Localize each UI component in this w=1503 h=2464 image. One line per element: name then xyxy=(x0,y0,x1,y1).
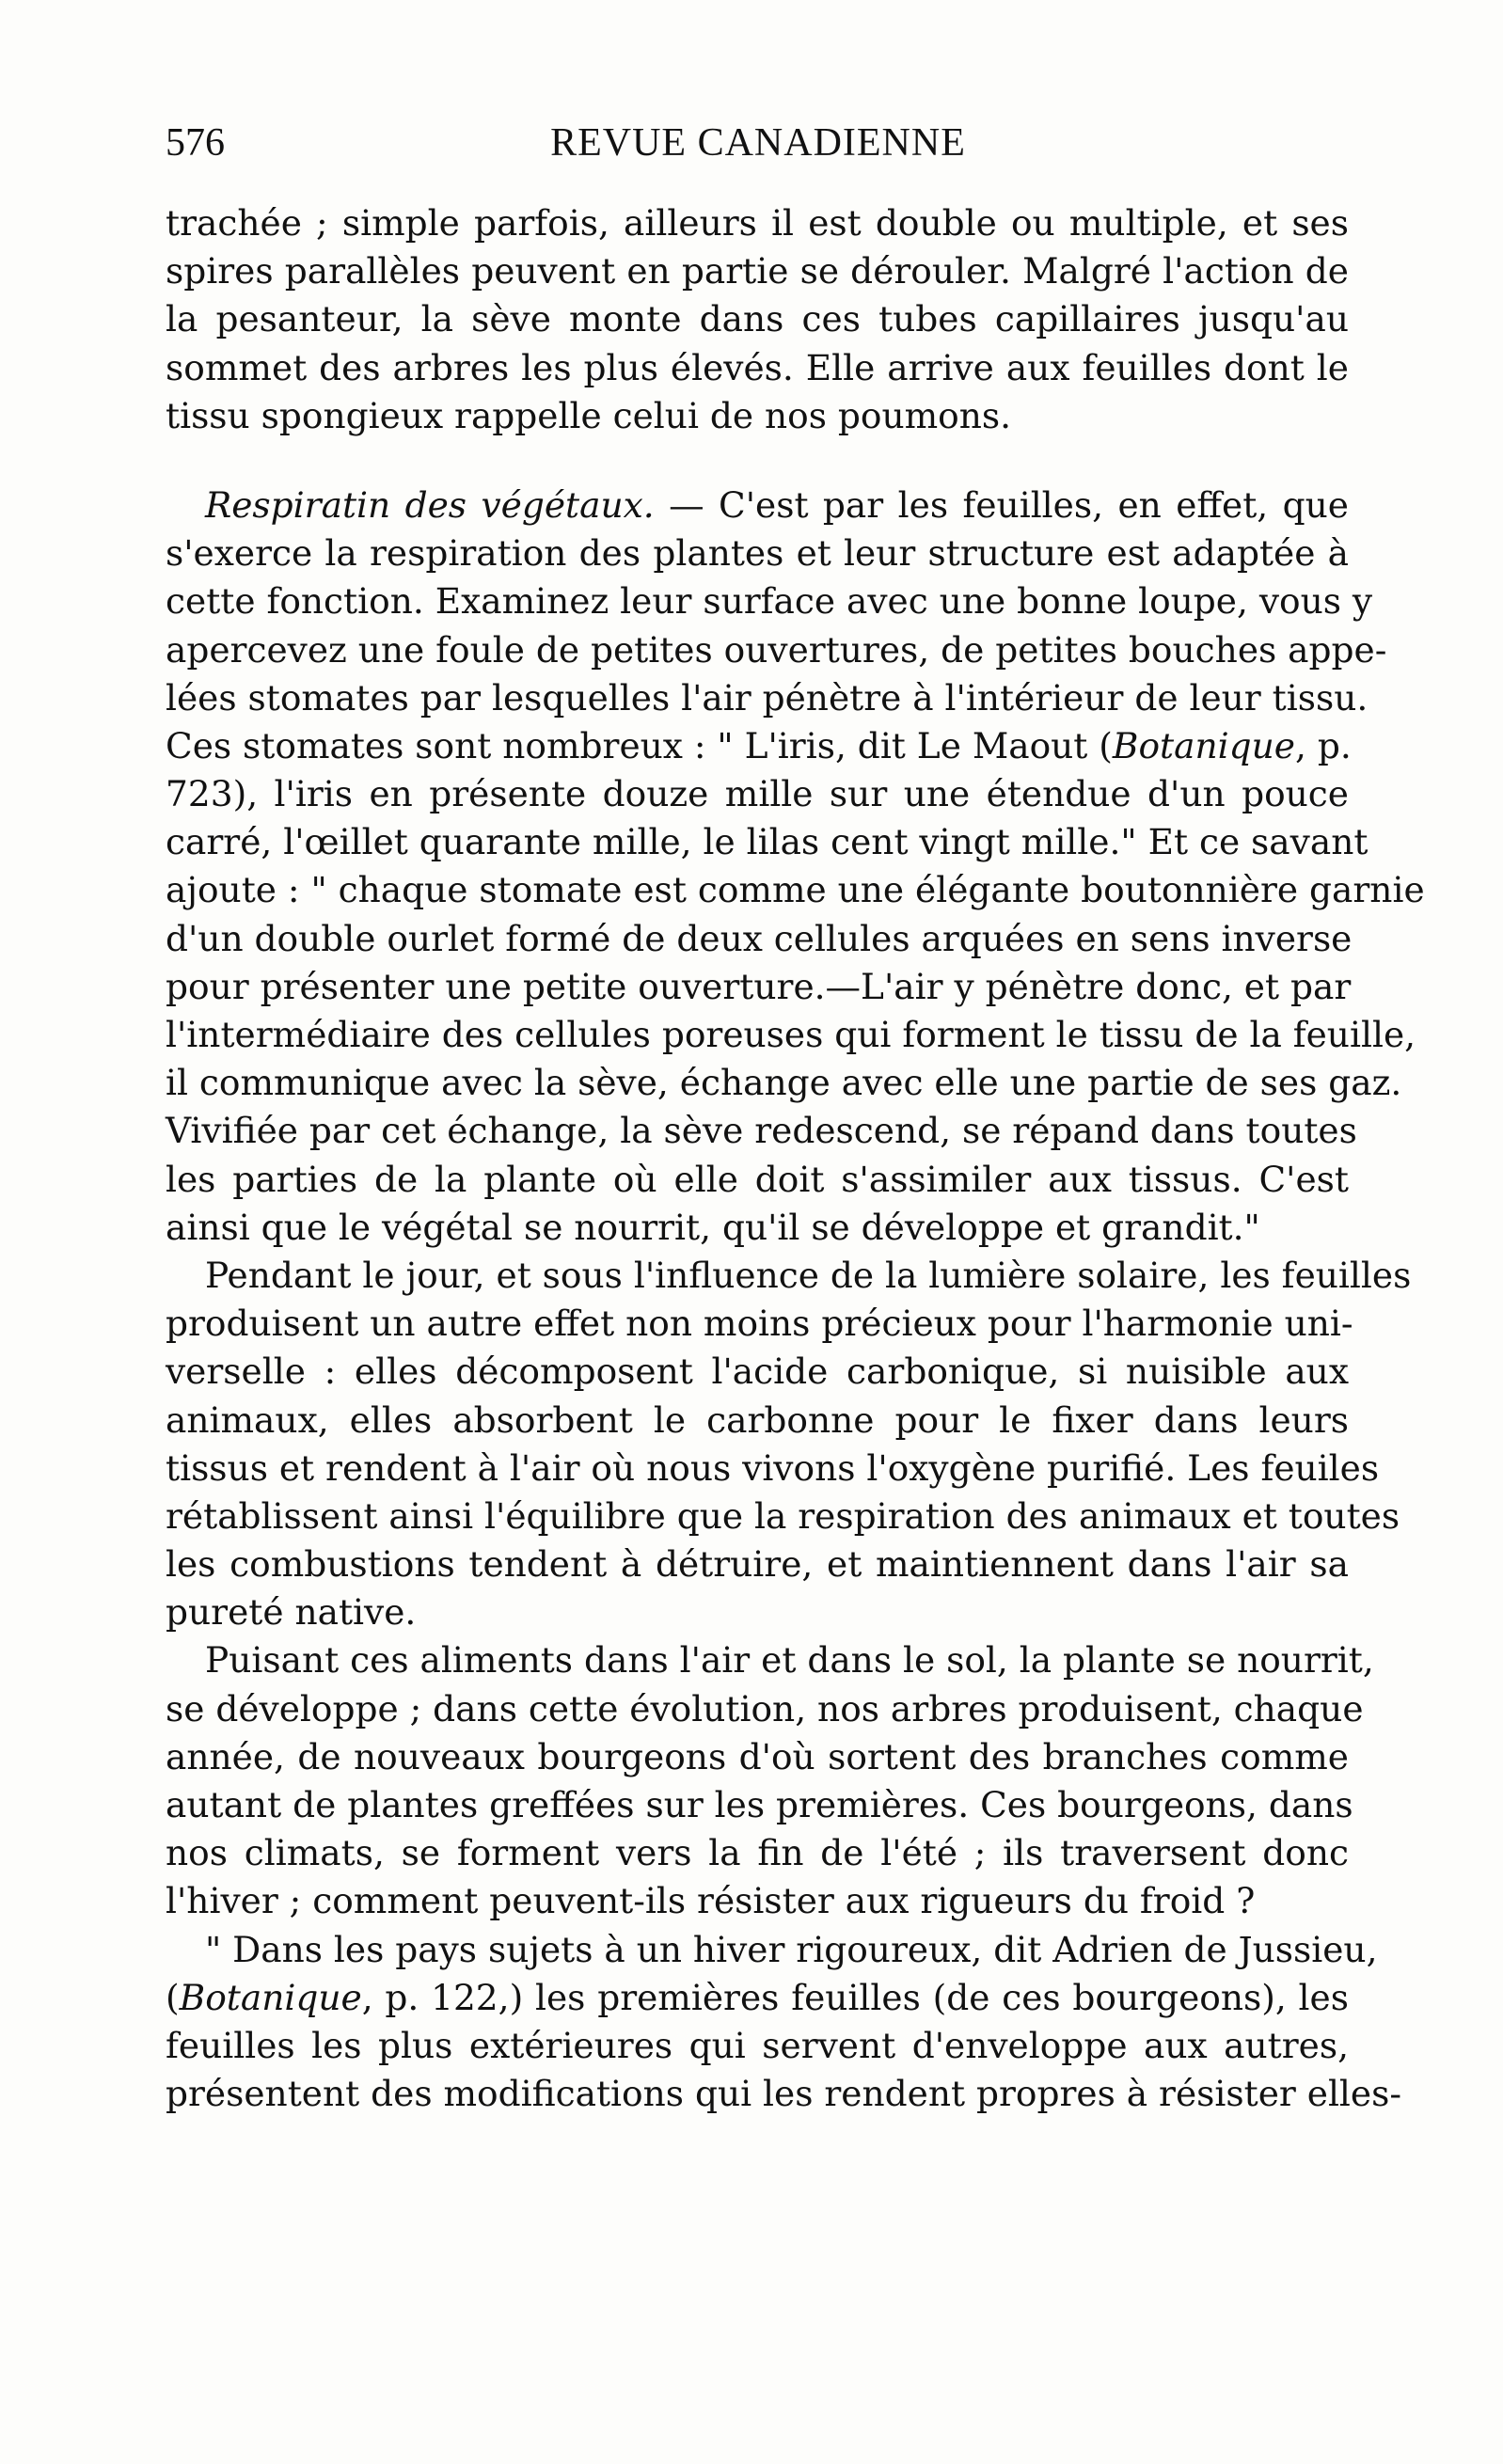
text-line: pureté native. xyxy=(166,1591,417,1634)
text-line: animaux, elles absorbent le carbonne pour le fixer dans leurs xyxy=(166,1398,1349,1441)
text-line: nos climats, se forment vers la fin de l'été ; ils traversent donc xyxy=(166,1832,1349,1874)
text-line: " Dans les pays sujets à un hiver rigoureux, dit Adrien de Jussieu, xyxy=(205,1928,1378,1970)
section-gap xyxy=(166,440,1349,482)
text-line: apercevez une foule de petites ouvertures, de petites bouches appe- xyxy=(166,628,1387,671)
text-line: Pendant le jour, et sous l'influence de la lumière solaire, les feuilles xyxy=(205,1254,1412,1296)
text-line: produisent un autre effet non moins précieux pour l'harmonie uni- xyxy=(166,1303,1353,1345)
text-line: trachée ; simple parfois, ailleurs il est double ou multiple, et ses xyxy=(166,202,1349,244)
text-line: la pesanteur, la sève monte dans ces tubes capillaires jusqu'au xyxy=(166,298,1349,340)
text-line: carré, l'œillet quarante mille, le lilas cent vingt mille." Et ce savant xyxy=(166,821,1369,863)
text-line: l'intermédiaire des cellules poreuses qui forment le tissu de la feuille, xyxy=(166,1014,1416,1055)
text-line: tissus et rendent à l'air où nous vivons l'oxygène purifié. Les feuiles xyxy=(166,1446,1380,1489)
page-number: 576 xyxy=(166,121,225,165)
text-line: (Botanique, p. 122,) les premières feuilles (de ces bourgeons), les xyxy=(166,1976,1349,2018)
text-line: verselle : elles décomposent l'acide carbonique, si nuisible aux xyxy=(166,1350,1349,1393)
text-line: année, de nouveaux bourgeons d'où sortent des branches comme xyxy=(166,1735,1349,1777)
text-line: feuilles les plus extérieures qui servent d'enveloppe aux autres, xyxy=(166,2024,1349,2066)
text-line: ainsi que le végétal se nourrit, qu'il se développe et grandit." xyxy=(166,1206,1260,1248)
section-heading-line xyxy=(166,482,1349,529)
text-line: les parties de la plante où elle doit s'assimiler aux tissus. C'est xyxy=(166,1158,1349,1200)
text-line: ajoute : " chaque stomate est comme une élégante boutonnière garnie xyxy=(166,869,1425,911)
text-line: 723), l'iris en présente douze mille sur une étendue d'un pouce xyxy=(166,773,1349,815)
text-line: pour présenter une petite ouverture.—L'air y pénètre donc, et par xyxy=(166,965,1352,1007)
text-line: d'un double ourlet formé de deux cellules arquées en sens inverse xyxy=(166,917,1353,959)
body-text xyxy=(166,199,1425,2118)
text-line: lées stomates par lesquelles l'air pénètre à l'intérieur de leur tissu. xyxy=(166,676,1369,719)
running-title: REVUE CANADIENNE xyxy=(550,121,966,165)
section-heading-rest: — C'est par les feuilles, en effet, que xyxy=(654,483,1349,526)
text-line: présentent des modifications qui les rendent propres à résister elles- xyxy=(166,2073,1402,2115)
text-line: il communique avec la sève, échange avec elle une partie de ses gaz. xyxy=(166,1062,1402,1104)
section-rubric: Respiratin des végétaux. xyxy=(205,483,655,526)
text-line: spires parallèles peuvent en partie se dérouler. Malgré l'action de xyxy=(166,250,1349,292)
page-header xyxy=(166,120,1351,177)
text-line: Vivifiée par cet échange, la sève redescend, se répand dans toutes xyxy=(166,1110,1357,1152)
book-title: Botanique xyxy=(179,1976,362,2018)
text-line: s'exerce la respiration des plantes et leur structure est adaptée à xyxy=(166,532,1349,575)
text-line: sommet des arbres les plus élevés. Elle arrive aux feuilles dont le xyxy=(166,346,1349,388)
text-line: tissu spongieux rappelle celui de nos poumons. xyxy=(166,394,1012,436)
text-line: l'hiver ; comment peuvent-ils résister aux rigueurs du froid ? xyxy=(166,1880,1256,1922)
text-line: cette fonction. Examinez leur surface avec une bonne loupe, vous y xyxy=(166,580,1373,623)
text-line: les combustions tendent à détruire, et maintiennent dans l'air sa xyxy=(166,1543,1349,1586)
book-title: Botanique xyxy=(1112,724,1295,766)
text-line: Puisant ces aliments dans l'air et dans le sol, la plante se nourrit, xyxy=(205,1639,1374,1682)
text-line: autant de plantes greffées sur les premières. Ces bourgeons, dans xyxy=(166,1784,1353,1825)
text-line: rétablissent ainsi l'équilibre que la respiration des animaux et toutes xyxy=(166,1494,1400,1537)
text-line: Ces stomates sont nombreux : " L'iris, dit Le Maout (Botanique, p. xyxy=(166,724,1352,766)
text-line: se développe ; dans cette évolution, nos arbres produisent, chaque xyxy=(166,1687,1364,1730)
